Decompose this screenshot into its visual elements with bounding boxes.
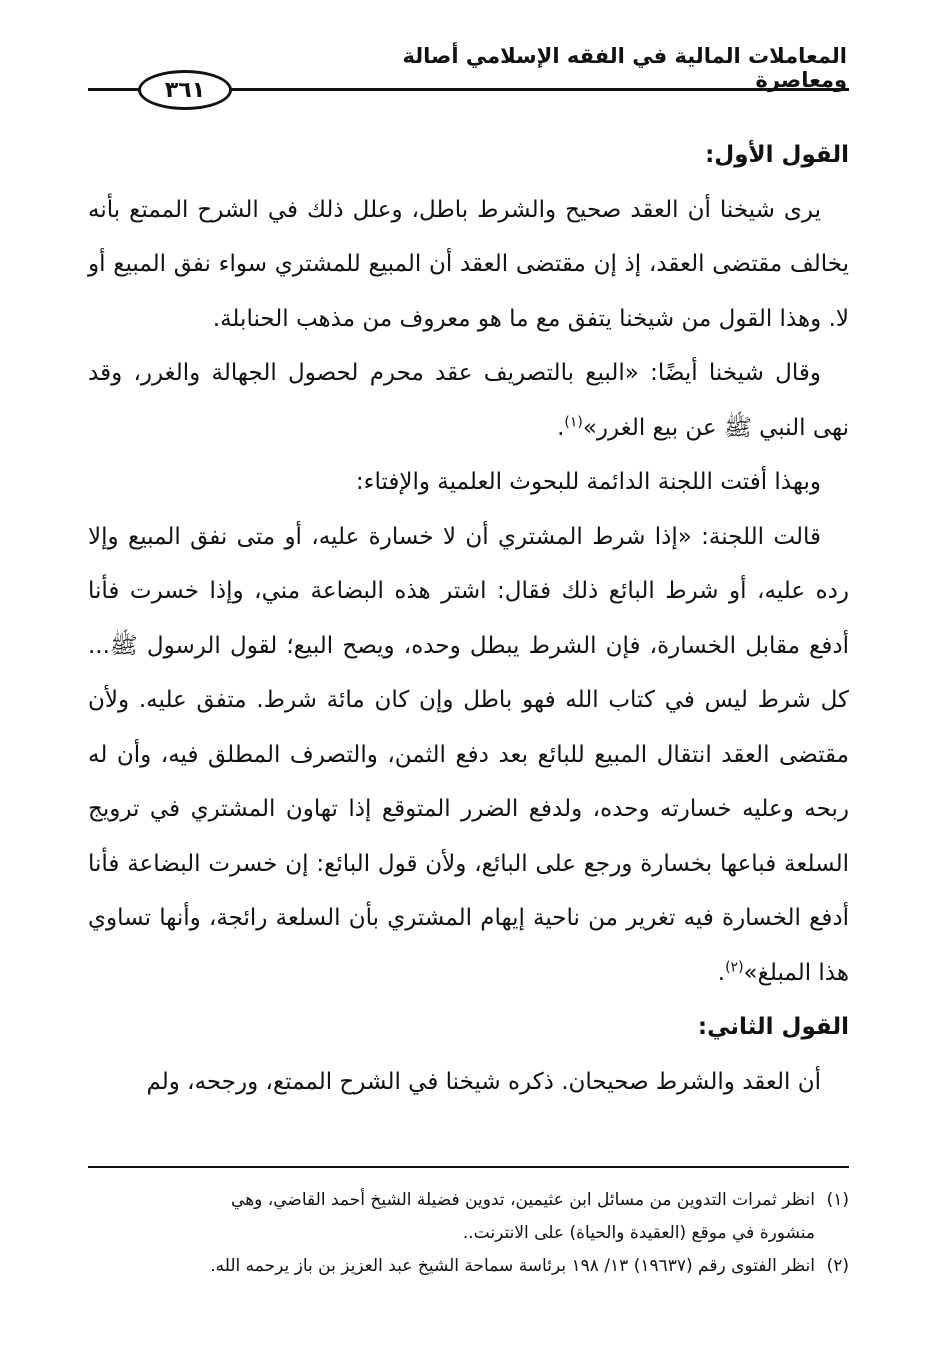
paragraph-2-text: وقال شيخنا أيضًا: «البيع بالتصريف عقد محرم لحصول الجهالة والغرر، وقد نهى النبي ﷺ عن بيع الغرر» — [88, 360, 849, 441]
footnote-rule — [88, 1166, 849, 1168]
footnote-1 — [88, 1184, 849, 1217]
paragraph-4 — [88, 510, 849, 1001]
paragraph-1: يرى شيخنا أن العقد صحيح والشرط باطل، وعلل ذلك في الشرح الممتع بأنه يخالف مقتضى العقد، إذ إن مقتضى العقد أن المبيع للمشتري سواء نفق المبيع أو لا. وهذا القول من شيخنا يتفق مع ما هو معروف من مذهب الحنابلة. — [88, 196, 849, 332]
heading-first-opinion: القول الأول: — [705, 142, 849, 168]
page-number — [138, 70, 232, 110]
paragraph-2 — [88, 346, 849, 455]
footnote-1-number: (١) — [826, 1190, 849, 1210]
heading-second-opinion: القول الثاني: — [697, 1014, 849, 1040]
footnotes — [88, 1184, 849, 1283]
paragraph-5: أن العقد والشرط صحيحان. ذكره شيخنا في الشرح الممتع، ورجحه، ولم — [146, 1068, 821, 1095]
paragraph-4-text: قالت اللجنة: «إذا شرط المشتري أن لا خسارة عليه، أو متى نفق المبيع وإلا رده عليه، أو شرط البائع ذلك فقال: اشتر هذه البضاعة مني، وإذا خسرت فأنا أدفع مقابل الخسارة، فإن الشرط يبطل وحده، ويصح البيع؛ لقول الرسول ﷺ... كل شرط ليس في كتاب الله فهو باطل وإن كان مائة شرط. متفق عليه. ولأن مقتضى العقد انتقال المبيع للبائع بعد دفع الثمن، والتصرف المطلق فيه، وأن له ربحه وعليه خسارته وحده، ولدفع الضرر المتوقع إذا تهاون المشتري في ترويج السلعة فباعها بخسارة ورجع على البائع، ولأن قول البائع: إن خسرت البضاعة فأنا أدفع الخسارة فيه تغرير من ناحية إيهام المشتري بأن السلعة رائجة، وأنها تساوي هذا المبلغ» — [88, 523, 849, 986]
footnote-1-continued: منشورة في موقع (العقيدة والحياة) على الانترنت.. — [462, 1223, 815, 1243]
footnote-ref-1[interactable]: (١) — [564, 413, 583, 430]
running-title: المعاملات المالية في الفقه الإسلامي أصالة ومعاصرة — [402, 44, 847, 92]
footnote-ref-2[interactable]: (٢) — [725, 958, 744, 975]
footnote-1-line-1: انظر ثمرات التدوين من مسائل ابن عثيمين، تدوين فضيلة الشيخ أحمد القاضي، وهي — [231, 1190, 815, 1210]
footnote-2-line-1: انظر الفتوى رقم (١٩٦٣٧) ١٣/ ١٩٨ برئاسة سماحة الشيخ عبد العزيز بن باز يرحمه الله. — [210, 1256, 815, 1276]
paragraph-3: وبهذا أفتت اللجنة الدائمة للبحوث العلمية والإفتاء: — [355, 469, 821, 495]
footnote-2-number: (٢) — [826, 1256, 849, 1276]
paragraph-4-end: . — [717, 959, 726, 986]
footnote-2 — [88, 1250, 849, 1283]
body-text — [88, 128, 849, 1109]
page-number-text: ٣٦١ — [164, 77, 206, 103]
paragraph-2-end: . — [557, 414, 565, 441]
